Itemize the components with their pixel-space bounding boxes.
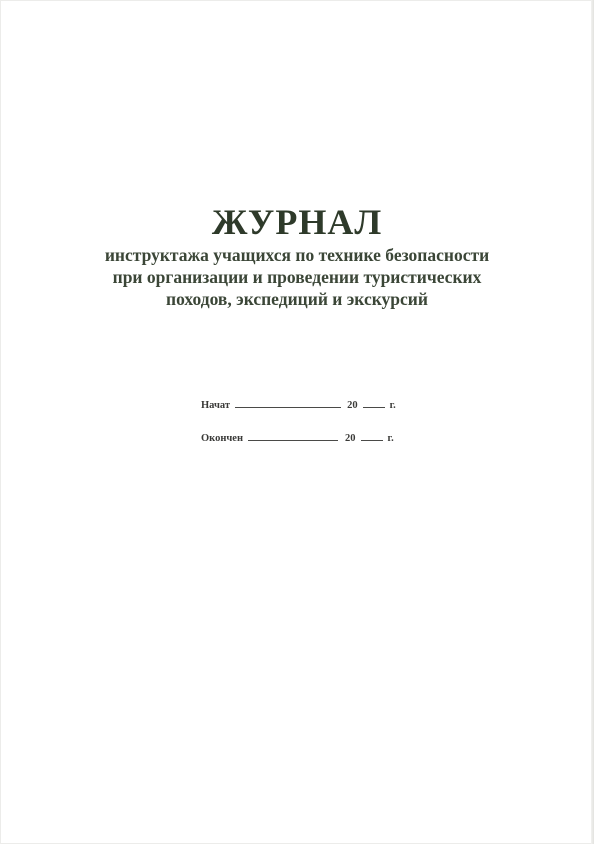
end-year-suffix: г. [387,433,394,444]
start-year-blank[interactable] [363,398,385,408]
subtitle-line-1: инструктажа учащихся по технике безопасности [104,245,490,265]
end-date-row [201,431,394,444]
start-year-suffix: г. [389,400,396,411]
end-year-blank[interactable] [361,431,383,441]
journal-title: ЖУРНАЛ [211,202,383,242]
start-date-row [201,398,396,411]
subtitle-line-2: при организации и проведении туристических [112,267,482,287]
start-date-blank[interactable] [235,398,341,408]
title-block [0,200,594,310]
end-date-label: Окончен [201,433,244,444]
start-date-label: Начат [201,400,231,411]
start-year-century: 20 [347,400,358,411]
end-year-century: 20 [345,433,356,444]
end-date-blank[interactable] [248,431,338,441]
subtitle-line-3: походов, экспедиций и экскурсий [166,289,428,309]
